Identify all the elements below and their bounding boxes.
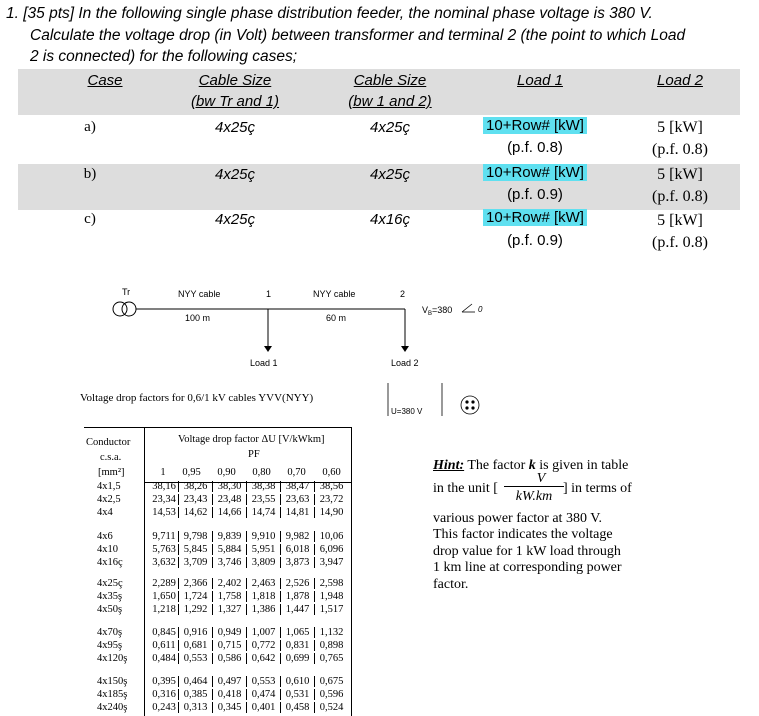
table-row [150,653,348,664]
table-cell: 0,401 [246,702,280,713]
conductor-size: 4x10 [97,544,118,555]
pf-value: 0,60 [322,467,341,478]
case-c-load1-value: 10+Row# [kW] [483,209,587,226]
table-cell: 9,711 [152,531,176,542]
conductor-label: Conductor [86,437,131,448]
table-cell: 14,90 [314,507,348,518]
header-cable1-b: (bw Tr and 1) [190,93,280,110]
case-c-load1-pf: (p.f. 0.9) [507,232,563,249]
hint-line-1 [433,458,753,475]
table-cell: 0,699 [280,653,314,664]
table-cell: 6,096 [314,544,348,555]
pf-value: 0,70 [287,467,306,478]
vb-sub: B [428,311,433,317]
hint-k: k [528,458,536,473]
pf-value: 0,95 [182,467,201,478]
case-b-load2-pf: (p.f. 0.8) [652,188,708,205]
header-cable1-a: Cable Size [198,72,272,89]
factor-header: Voltage drop factor ΔU [V/kWkm] [178,434,325,445]
table-cell: 0,497 [212,676,246,687]
table-cell: 23,48 [212,494,246,505]
case-c-load2: 5 [kW] [657,212,703,229]
table-cell: 10,06 [314,531,348,542]
pf-label: PF [248,449,260,460]
case-c-label: c) [84,211,96,227]
table-row [150,591,348,602]
vb-value: =380 [432,305,453,315]
hint-text-2: is given in table [535,458,629,473]
table-row [150,676,348,687]
csa-label: c.s.a. [100,452,122,463]
table-cell: 0,474 [246,689,280,700]
table-cell: 0,610 [280,676,314,687]
table-cell: 0,553 [178,653,212,664]
table-cell: 0,596 [314,689,348,700]
tr-label: Tr [122,287,131,297]
hint-line-4: This factor indicates the voltage [433,527,613,542]
table-cell: 0,464 [178,676,212,687]
header-load2: Load 2 [657,72,703,89]
conductor-size: 4x35ş [97,591,123,602]
conductor-size: 4x4 [97,507,113,518]
table-cell: 1,386 [246,604,280,615]
table-cell: 38,56 [314,481,348,492]
table-row [150,627,348,638]
hint-line-6: 1 km line at corresponding power [433,560,622,575]
case-a-cable2: 4x25ç [369,119,411,136]
table-cell: 38,26 [178,481,212,492]
table-cell: 2,526 [280,578,314,589]
table-row [150,544,348,555]
table-cell: 1,007 [246,627,280,638]
table-cell: 1,724 [178,591,212,602]
table-row [150,604,348,615]
vb-v: V [422,305,429,315]
conductor-size: 4x6 [97,531,113,542]
table-row [150,702,348,713]
table-row [150,557,348,568]
table-cell: 0,385 [178,689,212,700]
table-cell: 0,681 [178,640,212,651]
cable1-length: 100 m [185,313,211,323]
table-cell: 23,63 [280,494,314,505]
case-b-cable1: 4x25ç [214,166,256,183]
case-c-cable2: 4x16ç [369,211,411,228]
load2-label: Load 2 [391,358,419,368]
table-cell: 1,218 [152,604,176,615]
table-cell: 14,81 [280,507,314,518]
table-cell: 23,55 [246,494,280,505]
table-cell: 0,898 [314,640,348,651]
table-cell: 14,53 [152,507,176,518]
hint-line-3: various power factor at 380 V. [433,510,602,526]
table-cell: 3,873 [280,557,314,568]
table-cell: 0,642 [246,653,280,664]
table-cell: 0,524 [314,702,348,713]
table-cell: 5,763 [152,544,176,555]
table-cell: 1,132 [314,627,348,638]
table-cell: 1,948 [314,591,348,602]
table-cell: 5,845 [178,544,212,555]
table-cell: 5,884 [212,544,246,555]
conductor-size: 4x25ç [97,578,123,589]
node1-label: 1 [266,289,272,299]
header-case: Case [87,72,123,89]
table-cell: 0,395 [152,676,176,687]
cable2-label: NYY cable [313,289,356,299]
table-cell: 0,313 [178,702,212,713]
table-cell: 38,30 [212,481,246,492]
header-cable2-a: Cable Size [353,72,427,89]
conductor-size: 4x50ş [97,604,123,615]
table-cell: 0,345 [212,702,246,713]
table-cell: 0,611 [152,640,176,651]
table-cell: 1,758 [212,591,246,602]
table-cell: 2,598 [314,578,348,589]
table-cell: 0,715 [212,640,246,651]
case-a-load2-pf: (p.f. 0.8) [652,141,708,158]
table-cell: 3,947 [314,557,348,568]
table-row [150,640,348,651]
question-line-1: 1. [35 pts] In the following single phase distribution feeder, the nominal phase voltage is 380 V. [6,5,653,22]
table-row [150,494,348,505]
table-cell: 2,402 [212,578,246,589]
conductor-size: 4x16ç [97,557,123,568]
table-cell: 3,746 [212,557,246,568]
table-cell: 0,765 [314,653,348,664]
case-c-load2-pf: (p.f. 0.8) [652,234,708,251]
table-row [150,481,348,492]
source-voltage: U=380 V [391,407,423,416]
table-row [150,689,348,700]
case-a-load1-value: 10+Row# [kW] [483,117,587,134]
node2-label: 2 [400,289,406,299]
hint-text-4: ] in terms of [563,480,632,496]
case-c-cable1: 4x25ç [214,211,256,228]
table-row [150,507,348,518]
case-a-load1-pf: (p.f. 0.8) [507,139,563,156]
table-cell: 14,66 [212,507,246,518]
pf-value: 0,90 [217,467,236,478]
pf-value: 1 [160,467,166,478]
table-row [150,578,348,589]
case-b-cable2: 4x25ç [369,166,411,183]
case-a-load2: 5 [kW] [657,119,703,136]
table-cell: 1,878 [280,591,314,602]
question-line-3: 2 is connected) for the following cases; [30,48,298,65]
table-cell: 0,553 [246,676,280,687]
table-cell: 9,910 [246,531,280,542]
hint-box [433,458,753,593]
table-cell: 0,243 [152,702,176,713]
table-cell: 1,065 [280,627,314,638]
case-b-load2: 5 [kW] [657,166,703,183]
table-cell: 1,818 [246,591,280,602]
conductor-size: 4x1,5 [97,481,121,492]
load1-label: Load 1 [250,358,278,368]
table-cell: 6,018 [280,544,314,555]
table-cell: 1,517 [314,604,348,615]
table-row [150,531,348,542]
pf-value: 0,80 [252,467,271,478]
table-cell: 1,327 [212,604,246,615]
table-cell: 14,74 [246,507,280,518]
table-cell: 3,632 [152,557,176,568]
factor-table-caption: Voltage drop factors for 0,6/1 kV cables YVV(NYY) [80,392,314,404]
hint-frac-num: V [536,470,546,486]
cable2-length: 60 m [326,313,347,323]
table-cell: 0,675 [314,676,348,687]
table-cell: 0,586 [212,653,246,664]
table-divider [144,427,145,716]
table-cell: 0,531 [280,689,314,700]
table-cell: 2,366 [178,578,212,589]
table-cell: 0,916 [178,627,212,638]
table-cell: 0,949 [212,627,246,638]
table-right-rule [351,427,352,716]
table-cell: 1,650 [152,591,176,602]
table-cell: 0,772 [246,640,280,651]
table-cell: 2,463 [246,578,280,589]
table-cell: 0,845 [152,627,176,638]
table-cell: 38,47 [280,481,314,492]
table-cell: 0,316 [152,689,176,700]
table-cell: 38,38 [246,481,280,492]
hint-frac-den: kW.km [515,488,553,504]
table-cell: 23,72 [314,494,348,505]
conductor-size: 4x120ş [97,653,128,664]
table-cell: 38,16 [152,481,176,492]
case-a-label: a) [84,119,96,135]
table-cell: 3,709 [178,557,212,568]
pf-values-row [152,467,349,478]
table-cell: 1,447 [280,604,314,615]
conductor-size: 4x2,5 [97,494,121,505]
conductor-size: 4x240ş [97,702,128,713]
table-cell: 23,34 [152,494,176,505]
table-cell: 0,458 [280,702,314,713]
table-cell: 1,292 [178,604,212,615]
conductor-size: 4x70ş [97,627,123,638]
case-b-load1-pf: (p.f. 0.9) [507,186,563,203]
hint-line-7: factor. [433,576,469,592]
vb-angle: 0 [478,305,483,314]
hint-text-3: in the unit [ [433,480,498,496]
table-cell: 0,418 [212,689,246,700]
table-cell: 23,43 [178,494,212,505]
table-cell: 0,484 [152,653,176,664]
case-b-load1-value: 10+Row# [kW] [483,164,587,181]
unit-label: [mm²] [98,467,125,478]
header-load1: Load 1 [517,72,563,89]
conductor-size: 4x95ş [97,640,123,651]
table-cell: 9,982 [280,531,314,542]
cable1-label: NYY cable [178,289,221,299]
conductor-size: 4x150ş [97,676,128,687]
table-cell: 9,839 [212,531,246,542]
table-cell: 0,831 [280,640,314,651]
conductor-size: 4x185ş [97,689,128,700]
hint-line-2 [433,470,753,511]
hint-label: Hint: [433,458,465,473]
hint-frac-bar [504,486,564,487]
table-cell: 5,951 [246,544,280,555]
case-b-label: b) [83,166,97,182]
table-cell: 2,289 [152,578,176,589]
hint-text-1: The factor [464,458,529,473]
table-cell: 14,62 [178,507,212,518]
header-cable2-b: (bw 1 and 2) [348,93,432,110]
hint-line-5: drop value for 1 kW load through [433,543,621,559]
table-cell: 3,809 [246,557,280,568]
case-a-cable1: 4x25ç [214,119,256,136]
question-line-2: Calculate the voltage drop (in Volt) between transformer and terminal 2 (the point to which Load [30,26,686,44]
table-cell: 9,798 [178,531,212,542]
table-top-rule [84,427,352,428]
